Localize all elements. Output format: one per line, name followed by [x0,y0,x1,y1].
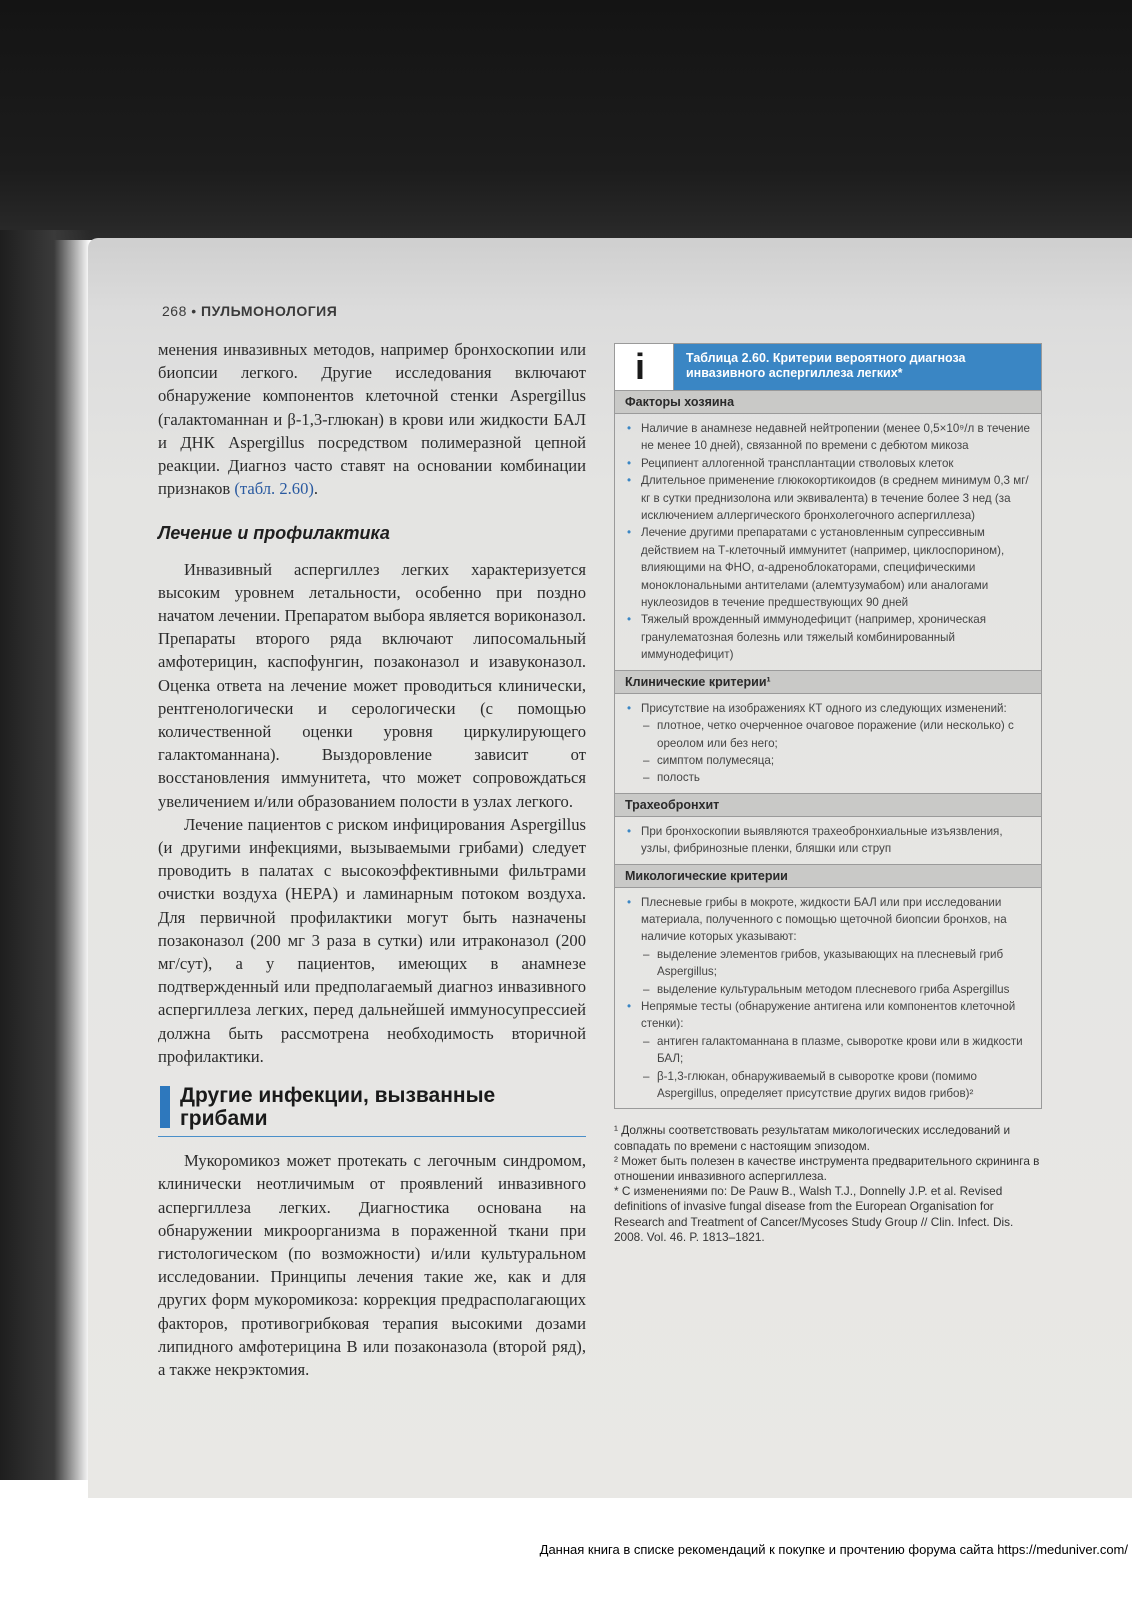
paragraph-2: Инвазивный аспергиллез легких характеризуется высоким уровнем летальности, особенно при поздно начатом лечении. Препаратом выбора является вориконазол. Препараты второго ряда включают липосомальный амфотерицин, каспофунгин, позаконазол и изавуконазол. Оценка ответа на лечение может проводиться клинически, рентгенологически и серологически (с помощью количественной оценки уровня циркулирующего галактоманнана). Выздоровление зависит от восстановления иммунитета, что может сопровождаться увеличением и/или образованием полости в узлах легкого. [158,559,586,811]
table-item-text: полость [657,771,700,785]
bullet-marker: • [627,999,632,1013]
table-item-text: Реципиент аллогенной трансплантации стволовых клеток [641,456,954,470]
table-item-list [627,823,1031,858]
table-item [627,823,1031,858]
table-item-text: Плесневые грибы в мокроте, жидкости БАЛ или при исследовании материала, полученного с помощью щеточной биопсии бронхов, на наличие которых указывают: [641,895,1007,944]
bullet-marker: • [627,701,632,715]
bullet-marker: • [627,895,632,909]
table-item-list [627,700,1031,787]
paragraph-3: Лечение пациентов с риском инфицирования Aspergillus (и другими инфекциями, вызываемыми грибами) следует проводить в палатах с высокоэффективными фильтрами очистки воздуха (HEPA) и ламинарным потоком воздуха. Для первичной профилактики могут быть назначены позаконазол (200 мг 3 раза в сутки) или итраконазол (200 мг/сут), а у пациентов, имеющих в анамнезе подтвержденный или предполагаемый диагноз инвазивного аспергиллеза легких, перед дальнейшей иммуносупрессией должна быть рассмотрена необходимость вторичной профилактики. [158,814,586,1066]
table-item-text: антиген галактоманнана в плазме, сыворотке крови или в жидкости БАЛ; [657,1034,1023,1066]
table-section-body [614,888,1042,1110]
running-head-separator: • [191,303,197,319]
table-section-header: Факторы хозяина [614,391,1042,414]
table-subitem [627,752,1031,769]
paragraph-1: менения инвазивных методов, например бронхоскопии или биопсии легкого. Другие исследования включают обнаружение компонентов клеточной стенки Aspergillus (галактоманнан и β-1,3-глюкан) в крови или жидкости БАЛ и ДНК Aspergillus посредством полимеразной цепной реакции. Диагноз часто ставят на основании комбинации признаков (табл. 2.60). [158,340,586,499]
bottom-note: Данная книга в списке рекомендаций к покупке и прочтению форума сайта https://meduniver.com/ [539,1542,1128,1557]
dash-marker: – [643,771,650,785]
table-subitem [627,981,1031,998]
table-item [627,611,1031,663]
left-column [158,338,586,1381]
table-item-text: Присутствие на изображениях КТ одного из следующих изменений: [641,701,1007,715]
bullet-marker: • [627,456,632,470]
table-footnote: ² Может быть полезен в качестве инструмента предварительного скрининга в отношении инвазивного аспергиллеза. [614,1153,1040,1184]
table-item-list [627,894,1031,1103]
page-number: 268 [162,303,187,319]
table-item-text: β-1,3-глюкан, обнаруживаемый в сыворотке крови (помимо Aspergillus, определяет присутствие других видов грибов)² [657,1069,977,1100]
table-item-text: выделение элементов грибов, указывающих на плесневый гриб Aspergillus; [657,947,1004,979]
dash-marker: – [643,719,650,733]
table-section-body [614,817,1042,865]
table-section-header: Трахеобронхит [614,794,1042,817]
section-heading [158,1084,586,1137]
table-footnote: * С изменениями по: De Pauw B., Walsh T.J., Donnelly J.P. et al. Revised definitions of invasive fungal disease from the European Organisation for Research and Treatment of Cancer/Mycoses Study Group // Clin. Infect. Dis. 2008. Vol. 46. P. 1813–1821. [614,1184,1014,1244]
table-item-text: Лечение другими препаратами с установленным супрессивным действием на Т-клеточный иммунитет (например, циклоспорином), влияющими на ФНО, α-адреноблокаторами, специфическими моноклональными антителами (алемтузумабом) или аналогами нуклеозидов в течение предшествующих 90 дней [641,526,1005,610]
table-section-header: Микологические критерии [614,865,1042,888]
info-icon [615,344,674,390]
bullet-marker: • [627,824,632,838]
table-item [627,700,1031,717]
table-footnotes [614,1123,1042,1245]
table-reference-link[interactable]: (табл. 2.60) [234,479,314,499]
table-item [627,472,1031,524]
bullet-marker: • [627,613,632,627]
bullet-marker: • [627,422,632,435]
running-head-section: ПУЛЬМОНОЛОГИЯ [201,303,338,319]
table-title-line2: инвазивного аспергиллеза легких* [686,366,903,380]
table-item-text: Тяжелый врожденный иммунодефицит (например, хроническая гранулематозная болезнь или тяжелый комбинированный иммунодефицит) [641,613,986,662]
table-subitem [627,946,1031,981]
table-header [614,343,1042,391]
dash-marker: – [643,753,650,767]
section-heading-line1: Другие инфекции, вызванные [180,1084,496,1108]
table-subitem [627,1068,1031,1103]
table-subitem [627,769,1031,786]
table-section-header: Клинические критерии¹ [614,671,1042,694]
table-item [627,455,1031,472]
table-item-text: плотное, четко очерченное очаговое поражение (или несколько) с ореолом или без него; [657,719,1014,750]
table-item-text: Наличие в анамнезе недавней нейтропении (менее 0,5×10⁹/л в течение не менее 10 дней), связанной по времени с дебютом микоза [641,422,1030,453]
table-item-text: Непрямые тесты (обнаружение антигена или компонентов клеточной стенки): [641,999,1016,1031]
subheading-treatment: Лечение и профилактика [158,523,390,544]
table-item [627,894,1031,946]
running-head [162,303,337,319]
table-sections [614,391,1042,1109]
section-heading-line2: грибами [180,1107,268,1131]
table-item-text: При бронхоскопии выявляются трахеобронхиальные изъязвления, узлы, фибринозные пленки, бляшки или струп [641,824,1003,856]
table-subitem [627,717,1031,752]
scan-background-top [0,0,1132,240]
right-column [614,343,1042,1245]
scan-background-left [0,230,90,1480]
bullet-marker: • [627,474,632,488]
dash-marker: – [643,1069,650,1083]
table-footnote: ¹ Должны соответствовать результатам микологических исследований и совпадать по времени с настоящим эпизодом. [614,1123,1011,1153]
table-section-body [614,414,1042,671]
info-icon-letter: i [635,346,646,387]
table-item [627,420,1031,455]
table-item-text: симптом полумесяца; [657,753,775,767]
table-section-body [614,694,1042,794]
paragraph-4: Мукоромикоз может протекать с легочным синдромом, клинически неотличимым от проявлений инвазивного аспергиллеза легких. Диагностика основана на обнаружении микроорганизма в пораженной ткани при гистологическом (по возможности) и/или культуральном исследовании. Принципы лечения такие же, как и для других форм мукоромикоза: коррекция предрасполагающих факторов, противогрибковая терапия высокими дозами липидного амфотерицина B или позаконазола (второй ряд), а также некрэктомия. [158,1151,586,1379]
dash-marker: – [643,947,650,961]
table-item [627,998,1031,1033]
table-item [627,524,1031,611]
table-item-text: выделение культуральным методом плесневого гриба Aspergillus [657,982,1010,996]
dash-marker: – [643,1034,650,1048]
table-item-list [627,420,1031,664]
bullet-marker: • [627,526,632,540]
table-item-text: Длительное применение глюкокортикоидов (в среднем минимум 0,3 мг/кг в сутки преднизолона или эквивалента) в течение более 3 нед (за исключением аллергического бронхолегочного аспергиллеза) [641,474,1029,523]
table-title [674,344,1041,390]
table-title-line1: Таблица 2.60. Критерии вероятного диагноза [686,351,966,365]
table-subitem [627,1033,1031,1068]
section-marker-bar [160,1086,170,1128]
dash-marker: – [643,982,650,996]
